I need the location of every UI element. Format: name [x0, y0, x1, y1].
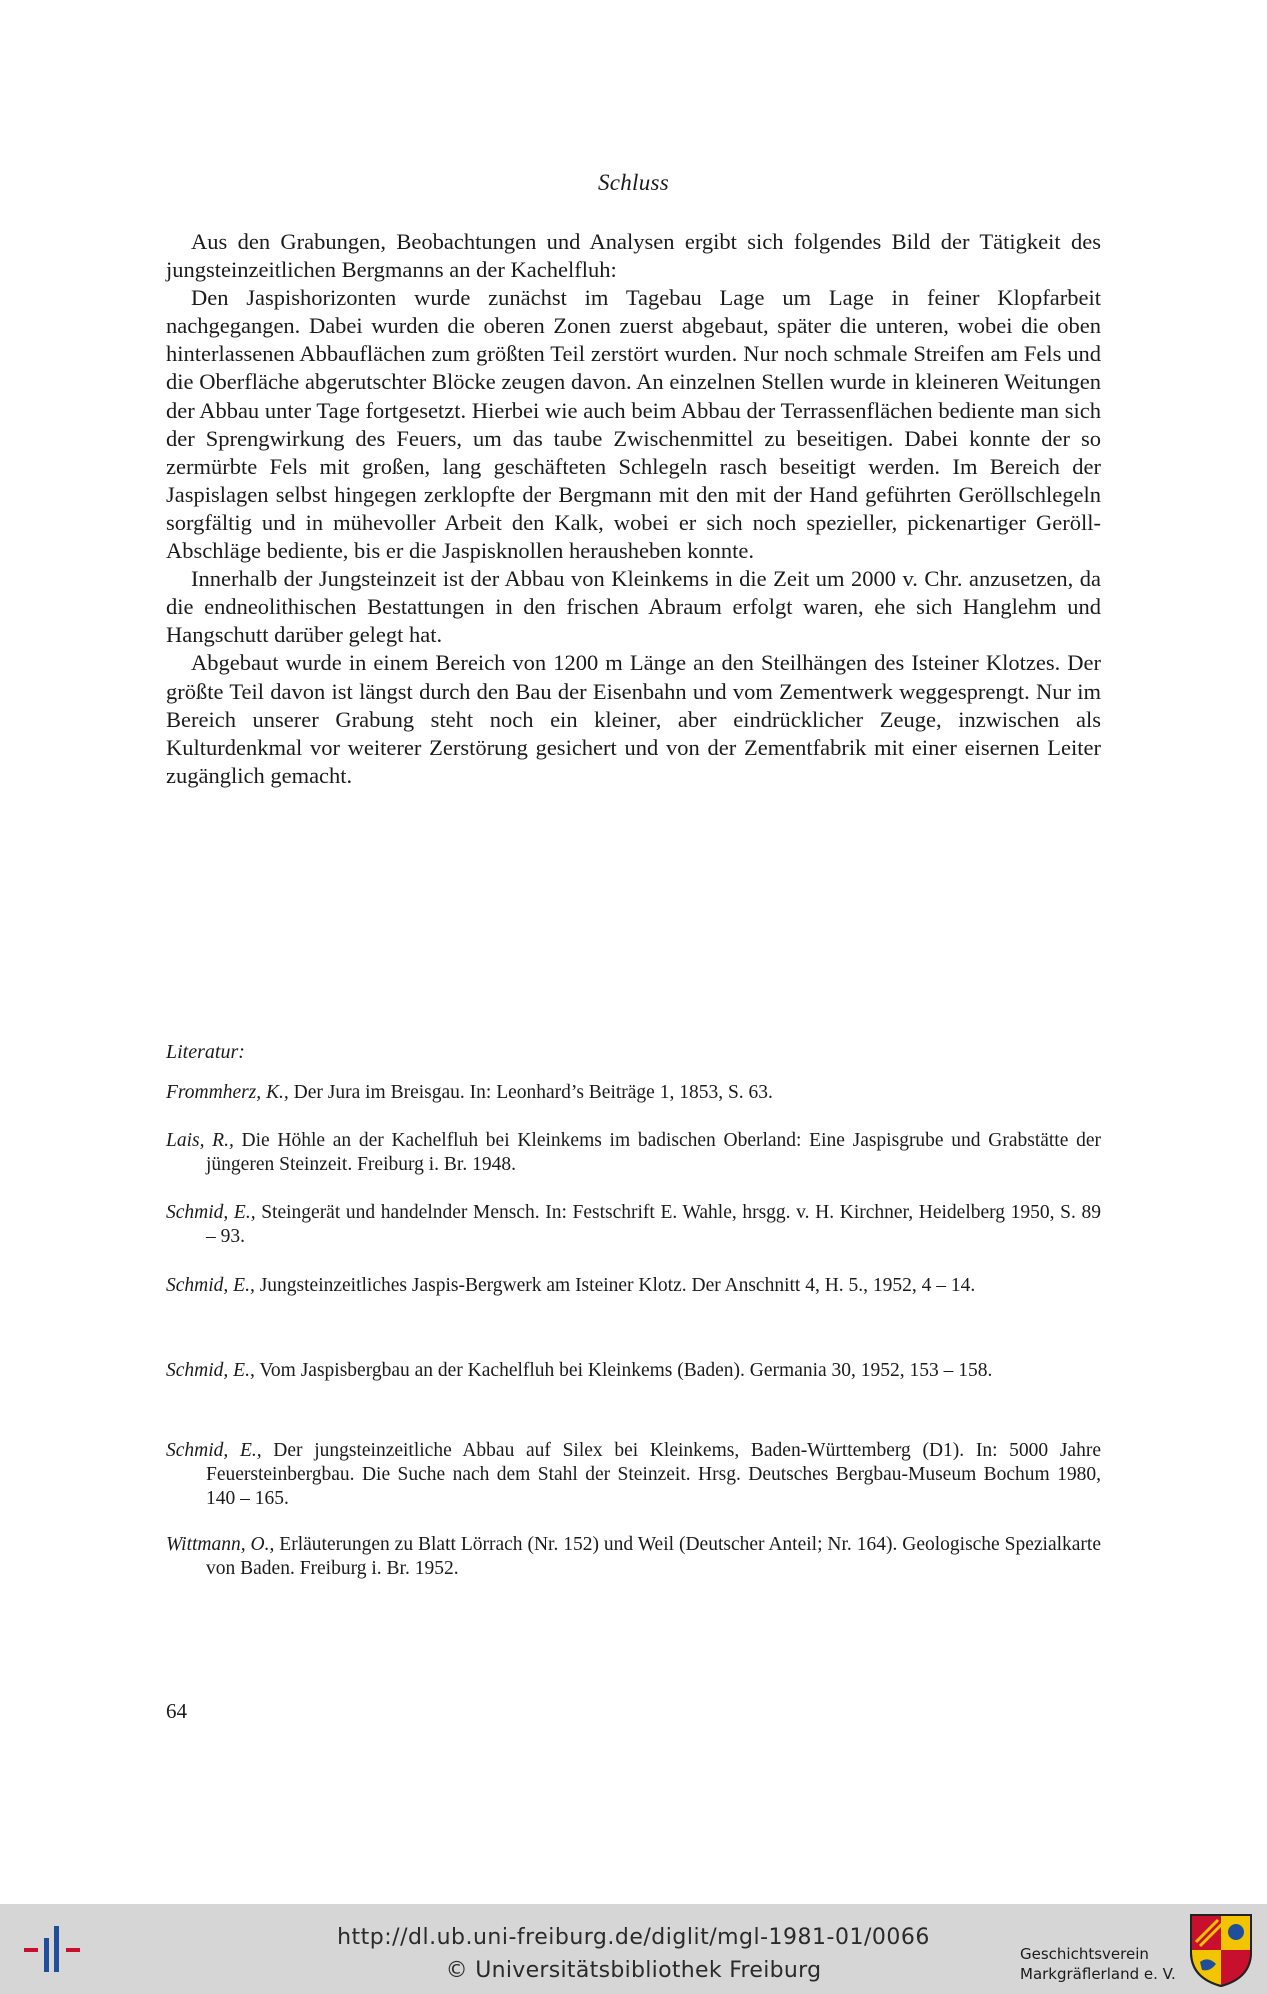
reference-item [166, 1359, 1101, 1383]
reference-author: Schmid, E., [166, 1440, 262, 1461]
reference-author: Schmid, E., [166, 1360, 255, 1381]
reference-author: Frommherz, K., [166, 1082, 289, 1103]
reference-text: Jungsteinzeitliches Jaspis-Bergwerk am Isteiner Klotz. Der Anschnitt 4, H. 5., 1952, 4 – 14. [254, 1275, 976, 1296]
reference-text: Erläuterungen zu Blatt Lörrach (Nr. 152) und Weil (Deutscher Anteil; Nr. 164). Geologische Spezialkarte von Baden. Freiburg i. Br. 1952. [206, 1534, 1102, 1579]
reference-text: Vom Jaspisbergbau an der Kachelfluh bei Kleinkems (Baden). Germania 30, 1952, 153 – 158. [254, 1360, 993, 1381]
reference-author: Schmid, E., [166, 1202, 256, 1223]
reference-text: Steingerät und handelnder Mensch. In: Festschrift E. Wahle, hrsgg. v. H. Kirchner, Heidelberg 1950, S. 89 – 93. [206, 1202, 1101, 1247]
reference-author: Wittmann, O., [166, 1534, 275, 1555]
paragraph: Innerhalb der Jungsteinzeit ist der Abbau von Kleinkems in die Zeit um 2000 v. Chr. anzusetzen, da die endneolithischen Bestattungen in den frischen Abraum erfolgt waren, ehe sich Hanglehm und Hangschutt darüber gelegt hat. [166, 566, 1101, 648]
reference-item [166, 1439, 1101, 1511]
reference-text: Der Jura im Breisgau. In: Leonhard’s Beiträge 1, 1853, S. 63. [288, 1082, 773, 1103]
section-heading: Schluss [597, 170, 670, 195]
paragraph: Abgebaut wurde in einem Bereich von 1200 m Länge an den Steilhängen des Isteiner Klotzes. Der größte Teil davon ist längst durch den Bau der Eisenbahn und vom Zementwerk weggesprengt. Nur im Bereich unserer Grabung steht noch ein kleiner, aber eindrücklicher Zeuge, inzwischen als Kulturdenkmal vor weiterer Zerstörung gesichert und von der Zementfabrik mit einer eisernen Leiter zugänglich gemacht. [166, 650, 1101, 788]
literature-heading: Literatur: [166, 1041, 245, 1063]
org-name-line: Geschichtsverein [1020, 1945, 1149, 1963]
footer-bar [0, 1904, 1267, 1994]
org-name [1020, 1944, 1195, 1984]
copyright-text: © Universitätsbibliothek Freiburg [445, 1958, 822, 1983]
page-number: 64 [166, 1699, 187, 1723]
org-name-line: Markgräflerland e. V. [1020, 1965, 1176, 1983]
source-url-link[interactable]: http://dl.ub.uni-freiburg.de/diglit/mgl-1981-01/0066 [337, 1925, 930, 1950]
reference-item [166, 1129, 1101, 1177]
reference-author: Lais, R., [166, 1130, 234, 1151]
paragraph: Aus den Grabungen, Beobachtungen und Analysen ergibt sich folgendes Bild der Tätigkeit des jungsteinzeitlichen Bergmanns an der Kachelfluh: [166, 229, 1101, 283]
reference-author: Schmid, E., [166, 1275, 255, 1296]
reference-item [166, 1274, 1101, 1298]
coat-of-arms-icon [1188, 1912, 1254, 1988]
reference-item [166, 1081, 1101, 1105]
body-text [166, 228, 1101, 790]
reference-text: Der jungsteinzeitliche Abbau auf Silex bei Kleinkems, Baden-Württemberg (D1). In: 5000 Jahre Feuersteinbergbau. Die Suche nach dem Stahl der Steinzeit. Hrsg. Deutsches Bergbau-Museum Bochum 1980, 140 – 165. [206, 1440, 1101, 1509]
reference-item [166, 1201, 1101, 1249]
paragraph: Den Jaspishorizonten wurde zunächst im Tagebau Lage um Lage in feiner Klopfarbeit nachgegangen. Dabei wurden die oberen Zonen zuerst abgebaut, später die unteren, wobei die oben hinterlassenen Abbauflächen zum größten Teil zerstört wurden. Nur noch schmale Streifen am Fels und die Oberfläche abgerutschter Blöcke zeugen davon. An einzelnen Stellen wurde in kleineren Weitungen der Abbau unter Tage fortgesetzt. Hierbei wie auch beim Abbau der Terrassenflächen bediente man sich der Sprengwirkung des Feuers, um das taube Zwischenmittel zu beseitigen. Dabei konnte der so zermürbte Fels mit großen, lang geschäfteten Schlegeln rasch beseitigt werden. Im Bereich der Jaspislagen selbst hingegen zerklopfte der Bergmann mit den mit der Hand geführten Geröllschlegeln sorgfältig und in mühevoller Arbeit den Kalk, wobei er sich noch spezieller, pickenartiger Geröll-Abschläge bediente, bis er die Jaspisknollen herausheben konnte. [166, 285, 1101, 564]
reference-item [166, 1533, 1101, 1581]
reference-text: Die Höhle an der Kachelfluh bei Kleinkems im badischen Oberland: Eine Jaspisgrube und Grabstätte der jüngeren Steinzeit. Freiburg i. Br. 1948. [206, 1130, 1101, 1175]
